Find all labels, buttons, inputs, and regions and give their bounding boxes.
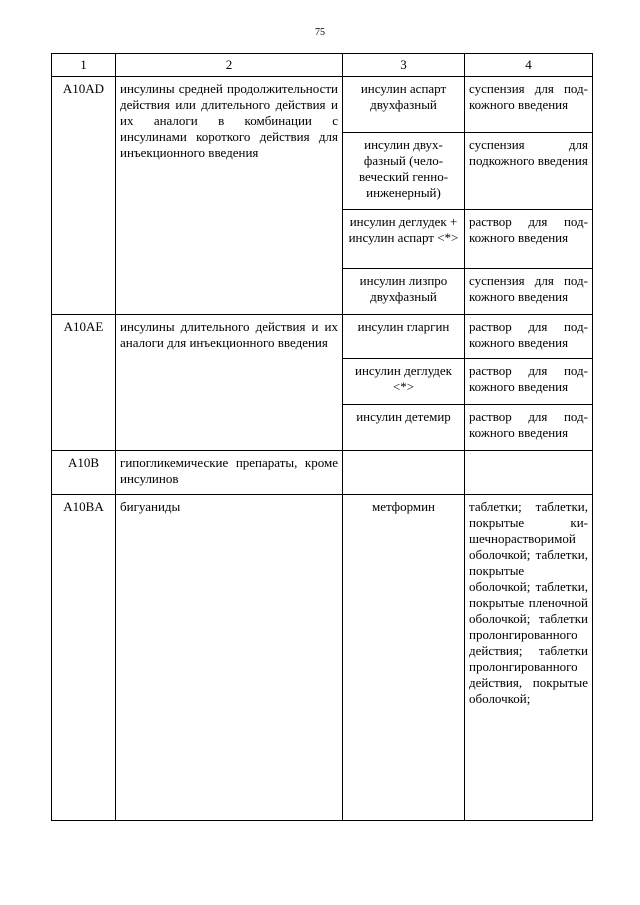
dosage-form: таблетки; таблетки, покрытые кишечнорастворимой оболочкой; таблетки, покрытые оболочкой; таблетки, покрытые пленочной оболочкой; таблетки пролонгированного действия; таблетки пролонгированного действия, покрытые оболочкой; — [465, 495, 593, 821]
drug-name — [343, 451, 465, 495]
drug-name: метформин — [343, 495, 465, 821]
drug-name: инсулин деглудек + инсулин аспарт <*> — [343, 210, 465, 269]
atc-code: A10AD — [52, 77, 116, 315]
table-row — [52, 451, 593, 495]
dosage-form — [465, 451, 593, 495]
table-row — [52, 77, 593, 133]
column-header-3: 3 — [343, 54, 465, 77]
drug-name: инсулин деглудек <*> — [343, 359, 465, 405]
group-description: бигуаниды — [116, 495, 343, 821]
drug-name: инсулин двухфазный (человеческий генноинженерный) — [343, 133, 465, 210]
column-header-4: 4 — [465, 54, 593, 77]
dosage-form: раствор для подкожного введения — [465, 359, 593, 405]
group-description: инсулины длительного действия и их аналоги для инъекционного введения — [116, 315, 343, 451]
atc-code: A10B — [52, 451, 116, 495]
dosage-form: суспензия для подкожного введения — [465, 77, 593, 133]
dosage-form: суспензия для подкожного введения — [465, 133, 593, 210]
group-description: инсулины средней продолжительности действия или длительного действия и их аналоги в комбинации с инсулинами короткого действия для инъекционного введения — [116, 77, 343, 315]
header-row — [52, 54, 593, 77]
atc-code: A10BA — [52, 495, 116, 821]
dosage-form: суспензия для подкожного введения — [465, 269, 593, 315]
drug-name: инсулин лизпро двухфазный — [343, 269, 465, 315]
table-row — [52, 495, 593, 821]
table-row — [52, 315, 593, 359]
column-header-1: 1 — [52, 54, 116, 77]
group-description: гипогликемические препараты, кроме инсулинов — [116, 451, 343, 495]
dosage-form: раствор для подкожного введения — [465, 315, 593, 359]
drug-name: инсулин аспарт двухфазный — [343, 77, 465, 133]
page-number: 75 — [315, 27, 325, 38]
atc-code: A10AE — [52, 315, 116, 451]
drug-name: инсулин гларгин — [343, 315, 465, 359]
drug-table — [51, 53, 593, 821]
dosage-form: раствор для подкожного введения — [465, 405, 593, 451]
dosage-form: раствор для подкожного введения — [465, 210, 593, 269]
drug-name: инсулин детемир — [343, 405, 465, 451]
column-header-2: 2 — [116, 54, 343, 77]
